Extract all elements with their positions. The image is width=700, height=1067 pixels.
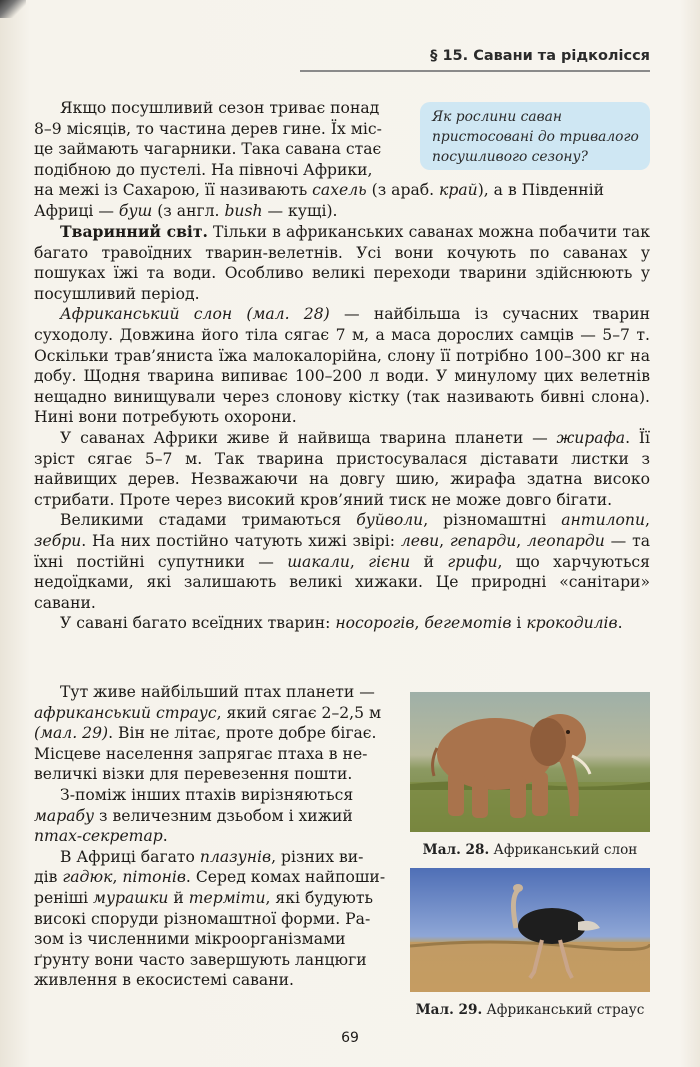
p9-text: В Африці багато — [60, 847, 200, 866]
p6-croc: крокодилів — [526, 614, 618, 633]
p2-title: Тваринний світ. — [60, 222, 208, 241]
paragraph-4 — [34, 428, 650, 510]
p9-text: й — [168, 888, 189, 907]
p7-line-2 — [34, 703, 396, 724]
figure-28-text: Африканський слон — [489, 842, 638, 858]
p1-text: (з араб. — [366, 181, 440, 199]
p5-text: , що харчуються недоїдками, які залишають великі хижаки. Це природні «санітари» савани. — [34, 552, 650, 612]
p9-line-7: живлення в екосистемі савани. — [34, 971, 294, 990]
p5-lions: леви — [400, 531, 440, 550]
paragraph-2 — [34, 222, 650, 304]
p7-line-4: Місцеве населення запрягає птаха в не- — [34, 744, 368, 763]
p9-line-1 — [34, 847, 396, 868]
page-number: 69 — [341, 1030, 359, 1046]
paragraph-1-tail — [34, 180, 650, 221]
p8-text: . — [162, 827, 168, 846]
page-corner-shadow — [0, 0, 26, 18]
p5-leopards: леопарди — [527, 531, 605, 550]
p1-line-1: Якщо посушливий сезон триває понад — [60, 99, 380, 117]
figure-29-caption — [410, 1002, 650, 1018]
p8-text: З-поміж інших птахів вирізняються — [60, 785, 354, 804]
p3-text: — найбільша із сучасних тварин суходолу. Довжина його тіла сягає 7 м, а маса дорослих самців — 5–7 т. Оскільки трав’яниста їжа малокалорійна, слону її потрібно 100–300 кг на добу. Щодня тварина випиває 100–200 л води. У минулому цих велетнів нещадно винищували через слонову кістку (так називають бивні слона). Нині вони потребують охорони. — [34, 305, 650, 427]
p8-marabou: марабу — [34, 806, 95, 825]
paragraph-3 — [34, 304, 650, 428]
p7-fig-ref: (мал. 29) — [34, 724, 109, 743]
figure-ostrich — [410, 868, 650, 1018]
p1-text: — кущі). — [262, 201, 338, 220]
p5-zebra: зебри — [34, 531, 82, 550]
paragraph-1-head — [34, 98, 404, 180]
paragraph-7 — [34, 682, 396, 703]
p4-giraffe: жирафа — [556, 428, 626, 447]
p9-line-6: ґрунту вони часто завершують ланцюги — [34, 950, 367, 969]
p9-ants: мурашки — [93, 888, 169, 907]
figure-28-label: Мал. 28. — [422, 842, 490, 858]
p5-buffalo: буйволи — [356, 511, 424, 530]
p8-text: з величезним дзьобом і хижий — [94, 806, 353, 825]
p9-line-5: зом із численними мікроорганізмами — [34, 930, 346, 949]
figure-29-text: Африканський страус — [482, 1002, 645, 1018]
paragraph-9 — [34, 847, 396, 868]
p6-text: і — [511, 614, 527, 633]
p5-text: , — [516, 531, 528, 550]
question-text: Як рослини саван пристосовані до тривалого посушливого сезону? — [432, 109, 639, 165]
p9-text: . Серед комах найпоши- — [185, 868, 386, 887]
p1-text: ), а в Південній — [477, 181, 605, 199]
p8-secretary: птах-секретар — [34, 827, 163, 846]
p9-vipers: гадюк — [62, 868, 113, 887]
p9-termites: терміти — [188, 888, 266, 907]
p9-line-3 — [34, 888, 396, 909]
p9-text: реніші — [34, 888, 94, 907]
p1-bush: буш — [118, 201, 153, 220]
p6-text: , — [414, 614, 425, 633]
ostrich-photo — [410, 868, 650, 992]
narrow-text-block — [34, 682, 396, 991]
p5-text: . На них постійно чатують хижі звірі: — [81, 531, 401, 550]
p5-text: — та їхні постійні супутники — — [34, 531, 650, 571]
p1-line-3: це займають чагарники. Така савана стає — [34, 140, 382, 159]
p6-rhino: носорогів — [335, 614, 415, 633]
p5-text: й — [410, 552, 448, 571]
p3-italic: Африканський слон (мал. 28) — [60, 305, 330, 324]
p7-line-5: величкі візки для перевезення пошти. — [34, 765, 353, 784]
p7-text: . Він не літає, проте добре бігає. — [108, 724, 377, 743]
p9-pythons: пітонів — [122, 868, 186, 887]
p9-reptiles: плазунів — [199, 847, 272, 866]
p5-text: , — [645, 511, 650, 530]
p7-ostrich: африканський страус — [34, 703, 217, 722]
figure-elephant — [410, 692, 650, 858]
p6-hippo: бегемотів — [424, 614, 512, 633]
p5-antelope: антилопи — [561, 511, 646, 530]
question-box — [420, 102, 650, 170]
main-text-block — [34, 222, 650, 634]
paragraph-8 — [34, 785, 396, 806]
p5-text: Великими стадами тримаються — [60, 511, 357, 530]
figure-29-label: Мал. 29. — [415, 1002, 483, 1018]
p8-line-3 — [34, 826, 396, 847]
p1-sahel: сахель — [312, 181, 367, 199]
p5-hyenas: гієни — [368, 552, 411, 571]
p9-line-2 — [34, 867, 396, 888]
p1-line-2: 8–9 місяців, то частина дерев гине. Їх міс- — [34, 119, 382, 138]
p6-text: У савані багато всеїдних тварин: — [60, 614, 336, 633]
p5-text: , — [439, 531, 450, 550]
p2-text: Тільки в африканських саванах можна побачити так багато травоїдних тварин-велетнів. Усі вони кочують по саванах у пошуках їжі та води. Особливо великі переходи тварини здійснюють у посушливий період. — [34, 223, 650, 303]
figure-28-caption — [410, 842, 650, 858]
p7-text: Тут живе найбільший птах планети — — [60, 683, 375, 701]
p1-bush-en: bush — [224, 201, 263, 220]
p9-text: дів — [34, 868, 63, 887]
p5-vultures: грифи — [447, 552, 498, 571]
p1-krai: край — [439, 181, 478, 199]
p1-text: (з англ. — [152, 201, 225, 220]
p5-text: , різномаштні — [423, 511, 562, 530]
p1-text: на межі із Сахарою, її називають — [34, 181, 313, 199]
p6-text: . — [617, 614, 623, 633]
running-head: § 15. Савани та рідколісся — [430, 48, 650, 64]
p1-line-4: подібною до пустелі. На півночі Африки, — [34, 160, 373, 179]
p4-text: . Її зріст сягає 5–7 м. Так тварина пристосувалася діставати листки з найвищих дерев. Незважаючи на довгу шию, жирафа здатна високо стрибати. Проте через високий кров’яний тиск не може довго бігати. — [34, 428, 650, 509]
paragraph-5 — [34, 510, 650, 613]
p7-line-3 — [34, 723, 396, 744]
p5-text: , — [349, 552, 369, 571]
p5-cheetahs: гепарди — [449, 531, 517, 550]
paragraph-6 — [34, 613, 650, 634]
p7-text: , який сягає 2–2,5 м — [216, 703, 382, 722]
p5-jackals: шакали — [287, 552, 350, 571]
elephant-photo — [410, 692, 650, 832]
p4-text: У саванах Африки живе й найвища тварина планети — — [60, 428, 557, 447]
p8-line-2 — [34, 806, 396, 827]
p9-line-4: високі споруди різномаштної форми. Ра- — [34, 909, 371, 928]
p9-text: , які будують — [265, 888, 373, 907]
p9-text: , — [112, 868, 123, 887]
p9-text: , різних ви- — [271, 847, 364, 866]
header-rule — [300, 70, 650, 72]
p1-text: Африці — — [34, 201, 119, 220]
